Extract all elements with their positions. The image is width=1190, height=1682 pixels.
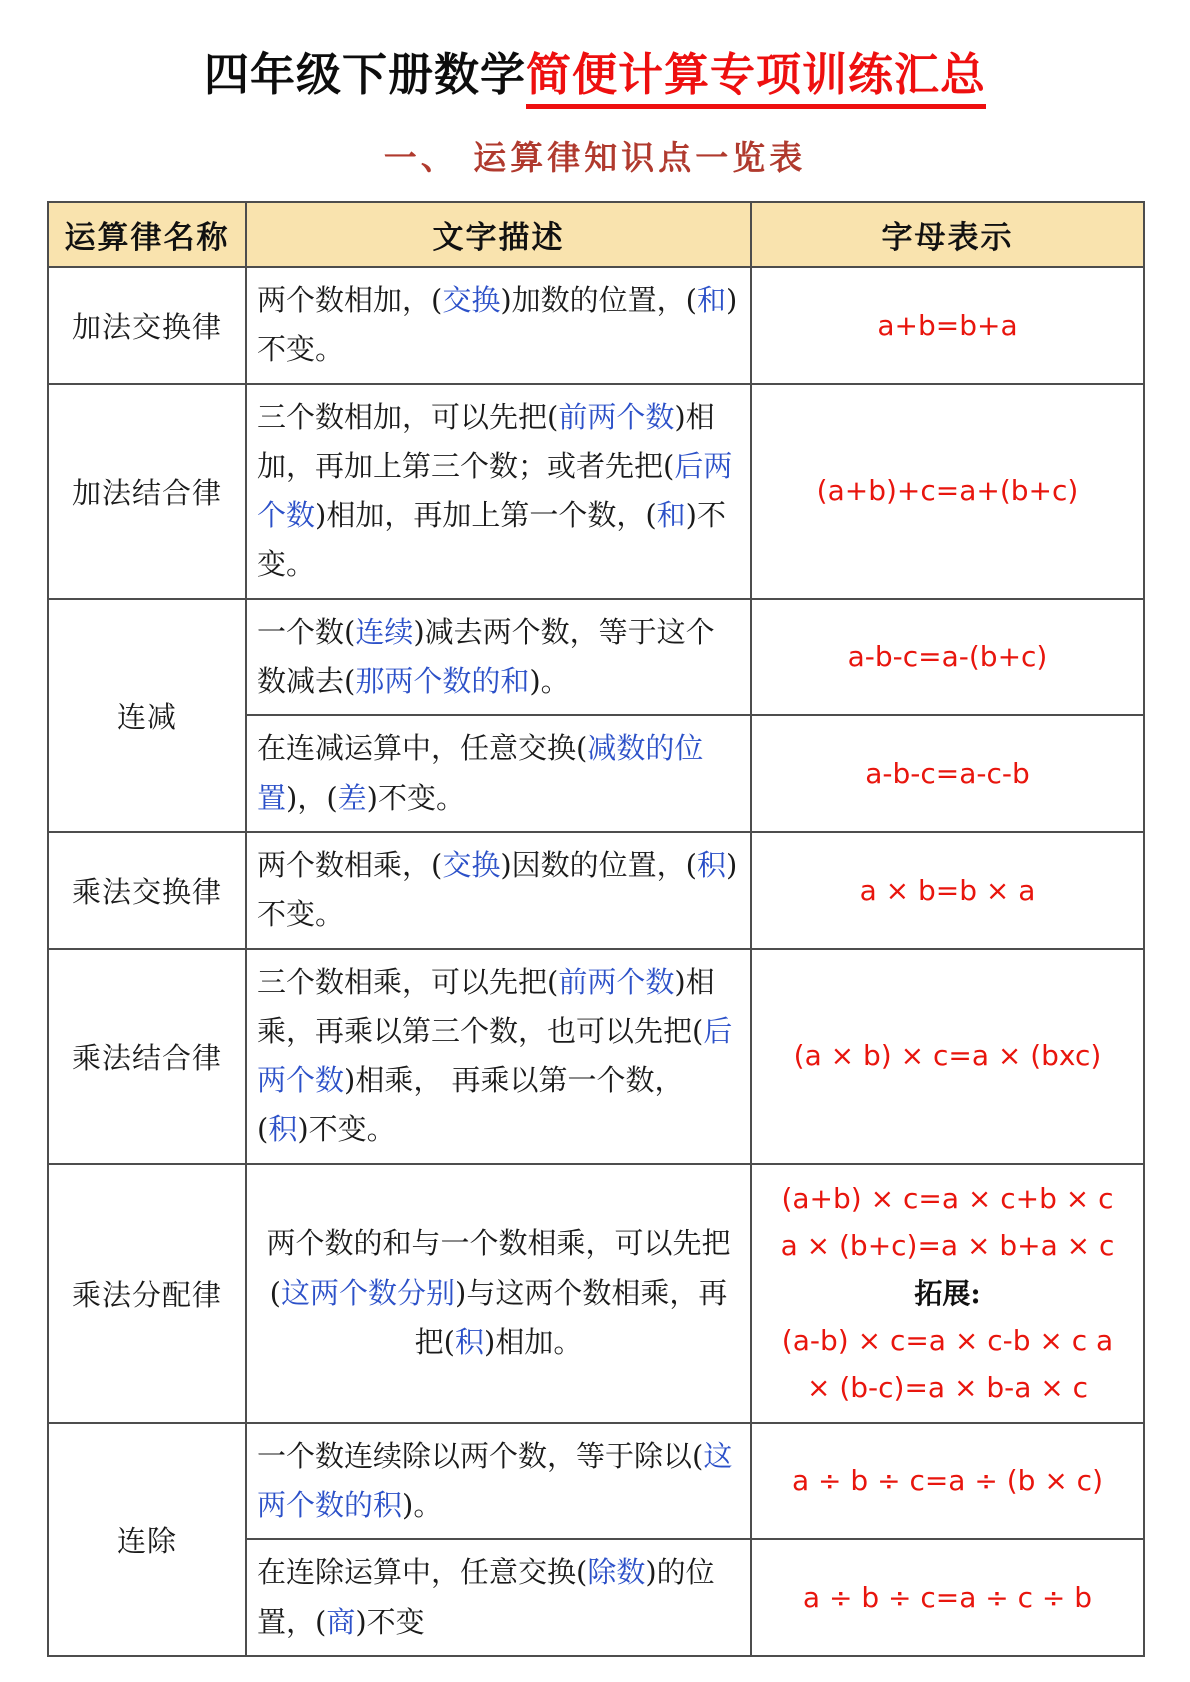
title-highlight: 简便计算专项训练汇总 xyxy=(526,48,986,109)
formula-cell xyxy=(751,949,1144,1164)
plain-text: 在连除运算中，任意交换( xyxy=(257,1555,588,1590)
table-row xyxy=(48,949,1144,1164)
description-cell xyxy=(246,1539,751,1656)
formula-line: (a+b)+c=a+(b+c) xyxy=(816,474,1079,508)
formula-cell xyxy=(751,715,1144,832)
law-name-cell: 加法交换律 xyxy=(48,267,246,384)
highlight-text: 除数 xyxy=(587,1555,646,1590)
col-header-description: 文字描述 xyxy=(246,202,751,267)
plain-text: )不变。 xyxy=(366,780,465,815)
plain-text: )的位置，( xyxy=(257,1555,715,1639)
highlight-text: 连续 xyxy=(355,614,414,649)
plain-text: )相乘， 再乘以第一个数， ( xyxy=(257,1063,684,1147)
formula-line: a ÷ b ÷ c=a ÷ c ÷ b xyxy=(802,1580,1093,1614)
highlight-text: 和 xyxy=(656,498,686,533)
highlight-text: 那两个数的和 xyxy=(355,664,530,699)
table-row xyxy=(48,599,1144,716)
col-header-law-name: 运算律名称 xyxy=(48,202,246,267)
formula-cell xyxy=(751,1164,1144,1423)
highlight-text: 积 xyxy=(268,1112,298,1147)
table-row xyxy=(48,267,1144,384)
formula-line: (a+b) × c=a × c+b × c xyxy=(781,1181,1114,1215)
plain-text: )不变。 xyxy=(257,498,726,582)
law-name-cell: 加法结合律 xyxy=(48,384,246,599)
page-title xyxy=(47,48,1143,102)
description-cell xyxy=(246,384,751,599)
table-row xyxy=(48,1164,1144,1423)
plain-text: )相加。 xyxy=(484,1324,583,1359)
plain-text: )。 xyxy=(402,1488,443,1522)
highlight-text: 积 xyxy=(454,1324,484,1359)
formula-line: a-b-c=a-c-b xyxy=(865,756,1030,790)
formula-cell xyxy=(751,1539,1144,1656)
table-row xyxy=(48,384,1144,599)
formula-line: (a × b) × c=a × (bxc) xyxy=(793,1039,1102,1073)
formula-line: a+b=b+a xyxy=(877,308,1018,342)
title-prefix: 四年级下册数学 xyxy=(203,48,526,101)
plain-text: )相乘，再乘以第三个数，也可以先把( xyxy=(257,964,715,1048)
plain-text: )。 xyxy=(529,664,570,699)
highlight-text: 交换 xyxy=(442,283,501,317)
plain-text: )因数的位置，( xyxy=(500,847,697,882)
table-row xyxy=(48,832,1144,949)
formula-line: a-b-c=a-(b+c) xyxy=(847,640,1048,674)
plain-text: )不变 xyxy=(355,1604,425,1639)
description-cell xyxy=(246,267,751,384)
section-heading: 一、 运算律知识点一览表 xyxy=(383,138,807,177)
highlight-text: 交换 xyxy=(442,847,501,882)
description-cell xyxy=(246,715,751,832)
plain-text: )相加，再加上第一个数，( xyxy=(315,498,657,533)
law-name-cell: 乘法交换律 xyxy=(48,832,246,949)
plain-text: 一个数( xyxy=(257,614,356,649)
highlight-text: 这两个数的积 xyxy=(257,1438,733,1522)
plain-text: 两个数的和与一个数相乘，可以先把( xyxy=(266,1226,731,1310)
plain-text: 两个数相乘，( xyxy=(257,847,443,882)
plain-text: 三个数相加，可以先把( xyxy=(257,399,559,434)
formula-line: × (b-c)=a × b-a × c xyxy=(806,1371,1089,1405)
formula-cell xyxy=(751,599,1144,716)
highlight-text: 差 xyxy=(337,780,367,815)
plain-text: )不变。 xyxy=(257,283,738,367)
law-name-cell: 连减 xyxy=(48,599,246,832)
highlight-text: 积 xyxy=(696,847,726,882)
highlight-text: 前两个数 xyxy=(558,964,675,999)
law-name-cell: 连除 xyxy=(48,1423,246,1656)
plain-text: 一个数连续除以两个数，等于除以( xyxy=(257,1438,704,1473)
table-header-row xyxy=(48,202,1144,267)
table-row xyxy=(48,1423,1144,1540)
plain-text: 三个数相乘，可以先把( xyxy=(257,964,559,999)
highlight-text: 和 xyxy=(696,283,726,317)
formula-cell xyxy=(751,1423,1144,1540)
description-cell xyxy=(246,832,751,949)
plain-text: )减去两个数，等于这个数减去( xyxy=(257,614,715,699)
formula-cell xyxy=(751,267,1144,384)
plain-text: 两个数相加，( xyxy=(257,283,443,317)
formula-line: a ÷ b ÷ c=a ÷ (b × c) xyxy=(791,1464,1103,1498)
formula-cell xyxy=(751,832,1144,949)
formula-line: (a-b) × c=a × c-b × c a xyxy=(781,1323,1114,1357)
plain-text: )与这两个数相乘，再把( xyxy=(414,1275,728,1359)
description-cell xyxy=(246,949,751,1164)
highlight-text: 减数的位置 xyxy=(257,731,704,815)
description-cell xyxy=(246,599,751,716)
plain-text: 在连减运算中，任意交换( xyxy=(257,731,588,766)
plain-text: )，( xyxy=(286,780,338,815)
plain-text: )不变。 xyxy=(297,1112,396,1147)
operation-laws-table xyxy=(47,201,1145,1657)
highlight-text: 后两个数 xyxy=(257,448,733,533)
formula-note: 拓展: xyxy=(914,1276,981,1310)
table-body xyxy=(48,267,1144,1656)
law-name-cell: 乘法分配律 xyxy=(48,1164,246,1423)
highlight-text: 这两个数分别 xyxy=(280,1275,455,1310)
formula-line: a × (b+c)=a × b+a × c xyxy=(780,1229,1115,1263)
highlight-text: 后两个数 xyxy=(257,1013,733,1098)
col-header-formula: 字母表示 xyxy=(751,202,1144,267)
description-cell xyxy=(246,1164,751,1423)
plain-text: )相加，再加上第三个数；或者先把( xyxy=(257,399,715,483)
formula-line: a × b=b × a xyxy=(859,873,1036,907)
highlight-text: 商 xyxy=(326,1604,356,1639)
plain-text: )加数的位置，( xyxy=(500,283,697,317)
formula-cell xyxy=(751,384,1144,599)
plain-text: )不变。 xyxy=(257,847,738,932)
highlight-text: 前两个数 xyxy=(558,399,675,434)
law-name-cell: 乘法结合律 xyxy=(48,949,246,1164)
description-cell xyxy=(246,1423,751,1540)
